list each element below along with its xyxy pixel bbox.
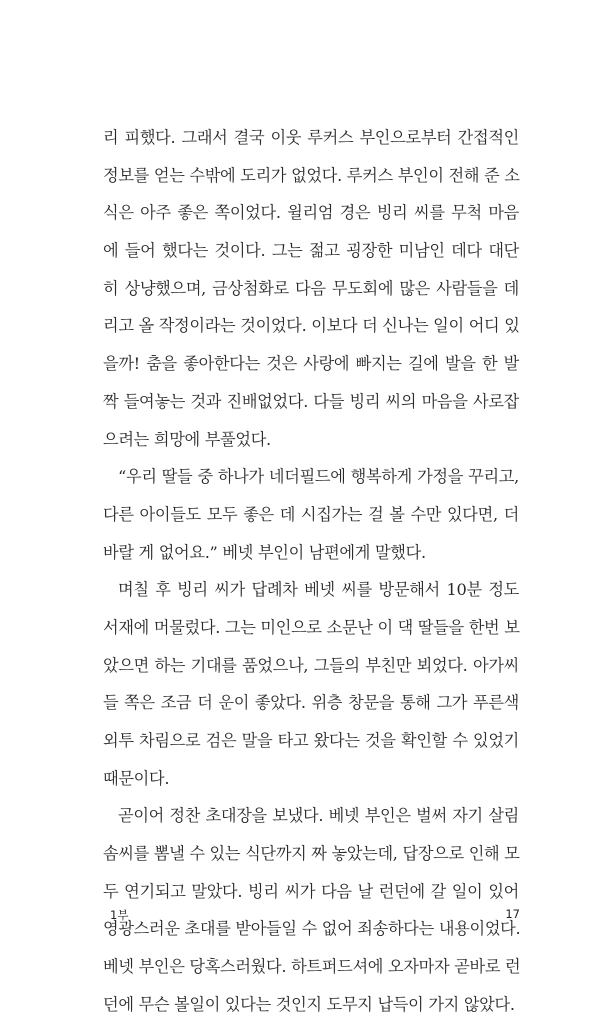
text-line: 솜씨를 뽐낼 수 있는 식단까지 짜 놓았는데, 답장으로 인해 모	[103, 844, 520, 864]
text-line: 리고 올 작정이라는 것이었다. 이보다 더 신나는 일이 어디 있	[103, 316, 520, 336]
text-line: 때문이다.	[103, 768, 170, 788]
body-text	[103, 119, 519, 1024]
text-line: 에 들어 했다는 것이다. 그는 젊고 굉장한 미남인 데다 대단	[103, 241, 519, 261]
text-line: 며칠 후 빙리 씨가 답례차 베넷 씨를 방문해서 10분 정도	[118, 580, 519, 600]
text-line: 정보를 얻는 수밖에 도리가 없었다. 루커스 부인이 전해 준 소	[103, 165, 520, 185]
running-footer-section: 1부	[110, 908, 129, 922]
paragraph	[103, 797, 519, 1023]
text-line: 던에 무슨 볼일이 있다는 것인지 도무지 납득이 가지 않았다.	[103, 994, 515, 1014]
text-line: 바랄 게 없어요.” 베넷 부인이 남편에게 말했다.	[103, 542, 426, 562]
text-line: 리 피했다. 그래서 결국 이웃 루커스 부인으로부터 간접적인	[103, 128, 519, 147]
paragraph	[103, 119, 519, 458]
text-line: 외투 차림으로 검은 말을 타고 왔다는 것을 확인할 수 있었기	[103, 731, 519, 750]
paragraph	[103, 571, 519, 797]
text-line: 서재에 머물렀다. 그는 미인으로 소문난 이 댁 딸들을 한번 보	[103, 617, 520, 637]
paragraph	[103, 458, 519, 571]
text-line: 베넷 부인은 당혹스러웠다. 하트퍼드셔에 오자마자 곧바로 런	[103, 957, 521, 977]
text-line: 히 상냥했으며, 금상첨화로 다음 무도회에 많은 사람들을 데	[103, 278, 519, 298]
text-line: 두 연기되고 말았다. 빙리 씨가 다음 날 런던에 갈 일이 있어	[103, 881, 519, 901]
text-line: 으려는 희망에 부풀었다.	[103, 429, 271, 449]
text-line: 다른 아이들도 모두 좋은 데 시집가는 걸 볼 수만 있다면, 더	[103, 504, 519, 524]
text-line: 짝 들여놓는 것과 진배없었다. 다들 빙리 씨의 마음을 사로잡	[103, 391, 519, 411]
text-line: 영광스러운 초대를 받아들일 수 없어 죄송하다는 내용이었다.	[103, 919, 521, 939]
text-line: 을까! 춤을 좋아한다는 것은 사랑에 빠지는 길에 발을 한 발	[103, 354, 519, 374]
text-line: “우리 딸들 중 하나가 네더필드에 행복하게 가정을 꾸리고,	[118, 467, 519, 487]
page-number: 17	[505, 907, 520, 921]
text-line: 들 쪽은 조금 더 운이 좋았다. 위층 창문을 통해 그가 푸른색	[103, 693, 519, 713]
text-line: 았으면 하는 기대를 품었으나, 그들의 부친만 뵈었다. 아가씨	[103, 655, 519, 675]
text-line: 식은 아주 좋은 쪽이었다. 윌리엄 경은 빙리 씨를 무척 마음	[103, 203, 519, 223]
text-line: 곧이어 정찬 초대장을 보냈다. 베넷 부인은 벌써 자기 살림	[118, 806, 519, 826]
